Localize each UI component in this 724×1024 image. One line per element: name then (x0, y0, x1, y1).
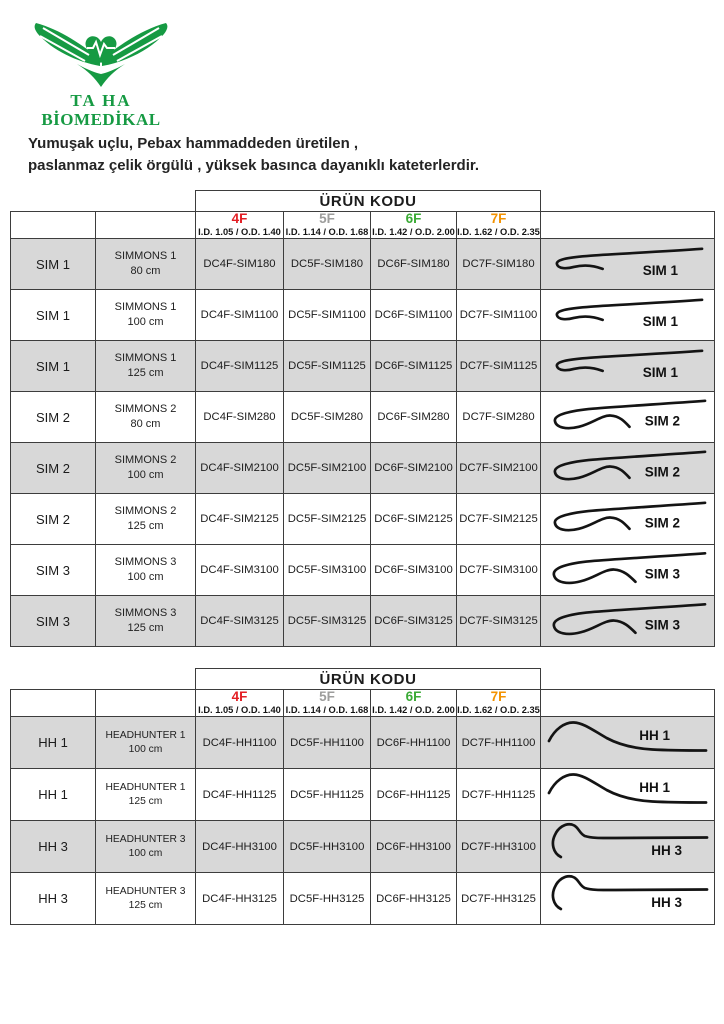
catheter-description (96, 392, 196, 443)
catheter-curve-icon (541, 769, 714, 820)
product-code-7f: DC7F-HH1100 (457, 717, 541, 769)
product-code-7f: DC7F-SIM3125 (457, 596, 541, 647)
product-code-6f: DC6F-HH1100 (371, 717, 457, 769)
table-title: ÜRÜN KODU (196, 669, 541, 690)
product-code-4f: DC4F-SIM280 (196, 392, 284, 443)
catheter-description (96, 717, 196, 769)
product-code-4f: DC4F-SIM1125 (196, 341, 284, 392)
catheter-name: SIMMONS 2 (114, 505, 177, 518)
catheter-shape-cell (541, 443, 715, 494)
catheter-family-code: HH 1 (11, 717, 96, 769)
size-6f-label: 6F (405, 211, 422, 227)
size-5f-spec: I.D. 1.14 / O.D. 1.68 (285, 227, 369, 238)
catheter-name: SIMMONS 2 (114, 403, 177, 416)
product-code-6f: DC6F-SIM1100 (371, 290, 457, 341)
size-4f-spec: I.D. 1.05 / O.D. 1.40 (198, 705, 281, 716)
catheter-shape-label: SIM 2 (644, 464, 681, 479)
catheter-description (96, 443, 196, 494)
catheter-length: 100 cm (127, 469, 164, 481)
size-5f-spec: I.D. 1.14 / O.D. 1.68 (285, 705, 369, 716)
catheter-name: HEADHUNTER 3 (105, 885, 186, 897)
catheter-shape-label: HH 1 (639, 780, 671, 795)
size-header-5f (284, 212, 371, 239)
product-code-6f: DC6F-SIM180 (371, 239, 457, 290)
catheter-length: 100 cm (127, 571, 164, 583)
product-code-6f: DC6F-SIM280 (371, 392, 457, 443)
table-title: ÜRÜN KODU (196, 191, 541, 212)
catheter-length: 100 cm (127, 316, 164, 328)
table-row (11, 392, 715, 443)
catheter-name: HEADHUNTER 3 (105, 833, 186, 845)
product-description (28, 133, 479, 177)
product-code-4f: DC4F-SIM2125 (196, 494, 284, 545)
table-row (11, 596, 715, 647)
description-line1: Yumuşak uçlu, Pebax hammaddeden üretilen , (28, 135, 359, 152)
catheter-description (96, 290, 196, 341)
catheter-description (96, 545, 196, 596)
catheter-family-code: SIM 1 (11, 341, 96, 392)
brand-name-line1: TA HA (70, 91, 132, 110)
catheter-shape-cell (541, 290, 715, 341)
empty-header-cell (11, 212, 96, 239)
catheter-description (96, 239, 196, 290)
size-4f-label: 4F (231, 211, 248, 227)
product-code-6f: DC6F-SIM3125 (371, 596, 457, 647)
catheter-family-code: SIM 3 (11, 596, 96, 647)
product-code-6f: DC6F-HH1125 (371, 769, 457, 821)
catheter-name: HEADHUNTER 1 (105, 729, 186, 741)
product-code-7f: DC7F-SIM2100 (457, 443, 541, 494)
description-line2: paslanmaz çelik örgülü , yüksek basınca dayanıklı kateterlerdir. (28, 157, 480, 174)
catheter-length: 80 cm (130, 265, 161, 277)
company-logo (26, 12, 176, 129)
catheter-name: HEADHUNTER 1 (105, 781, 186, 793)
size-header-4f (196, 690, 284, 717)
product-code-6f: DC6F-SIM3100 (371, 545, 457, 596)
catheter-description (96, 873, 196, 925)
size-header-7f (457, 212, 541, 239)
product-code-5f: DC5F-HH3100 (284, 821, 371, 873)
catheter-description (96, 596, 196, 647)
catheter-shape-label: HH 3 (651, 843, 683, 858)
table-title-row (11, 669, 715, 690)
product-code-5f: DC5F-HH1100 (284, 717, 371, 769)
catheter-length: 100 cm (128, 847, 163, 859)
product-code-4f: DC4F-HH3100 (196, 821, 284, 873)
size-7f-spec: I.D. 1.62 / O.D. 2.35 (457, 705, 540, 716)
product-code-4f: DC4F-SIM3100 (196, 545, 284, 596)
catheter-shape-cell (541, 494, 715, 545)
catheter-family-code: SIM 1 (11, 239, 96, 290)
catheter-name: SIMMONS 1 (114, 352, 177, 365)
size-6f-label: 6F (405, 689, 422, 705)
catheter-description (96, 341, 196, 392)
catheter-curve-icon (541, 873, 714, 924)
product-code-5f: DC5F-HH1125 (284, 769, 371, 821)
catheter-length: 80 cm (130, 418, 161, 430)
product-code-6f: DC6F-SIM2125 (371, 494, 457, 545)
catheter-name: SIMMONS 1 (114, 250, 177, 263)
product-code-6f: DC6F-HH3125 (371, 873, 457, 925)
catheter-family-code: SIM 1 (11, 290, 96, 341)
product-code-4f: DC4F-SIM3125 (196, 596, 284, 647)
catheter-length: 100 cm (128, 743, 163, 755)
product-code-5f: DC5F-SIM1100 (284, 290, 371, 341)
catheter-shape-cell (541, 545, 715, 596)
catheter-shape-label: SIM 1 (642, 314, 679, 329)
size-7f-label: 7F (490, 689, 507, 705)
catheter-description (96, 821, 196, 873)
catheter-curve-icon (541, 443, 714, 493)
product-code-7f: DC7F-SIM1100 (457, 290, 541, 341)
catheter-length: 125 cm (127, 622, 164, 634)
empty-header-cell (96, 690, 196, 717)
table-row (11, 717, 715, 769)
catheter-shape-cell (541, 821, 715, 873)
product-code-5f: DC5F-SIM280 (284, 392, 371, 443)
catheter-shape-label: SIM 3 (644, 617, 681, 632)
product-code-5f: DC5F-SIM3100 (284, 545, 371, 596)
size-5f-label: 5F (319, 211, 335, 227)
empty-header-cell (11, 690, 96, 717)
product-code-4f: DC4F-HH1125 (196, 769, 284, 821)
product-code-7f: DC7F-SIM2125 (457, 494, 541, 545)
product-code-5f: DC5F-HH3125 (284, 873, 371, 925)
catheter-length: 125 cm (128, 899, 163, 911)
product-code-4f: DC4F-SIM180 (196, 239, 284, 290)
table-row (11, 873, 715, 925)
size-7f-label: 7F (490, 211, 507, 227)
size-4f-spec: I.D. 1.05 / O.D. 1.40 (198, 227, 281, 238)
catheter-shape-cell (541, 769, 715, 821)
size-header-5f (284, 690, 371, 717)
catheter-family-code: SIM 2 (11, 392, 96, 443)
catheter-name: SIMMONS 2 (114, 454, 177, 467)
catheter-name: SIMMONS 1 (114, 301, 177, 314)
product-code-5f: DC5F-SIM2100 (284, 443, 371, 494)
catheter-shape-cell (541, 873, 715, 925)
table-row (11, 545, 715, 596)
catheter-curve-icon (541, 494, 714, 544)
product-code-5f: DC5F-SIM3125 (284, 596, 371, 647)
product-code-7f: DC7F-SIM3100 (457, 545, 541, 596)
size-4f-label: 4F (231, 689, 248, 705)
catheter-shape-label: SIM 1 (642, 263, 679, 278)
catheter-family-code: SIM 2 (11, 443, 96, 494)
size-header-7f (457, 690, 541, 717)
catheter-length: 125 cm (127, 367, 164, 379)
table-title-row (11, 191, 715, 212)
catheter-curve-icon (541, 341, 714, 391)
product-code-4f: DC4F-SIM2100 (196, 443, 284, 494)
product-code-7f: DC7F-HH3100 (457, 821, 541, 873)
size-header-6f (371, 690, 457, 717)
size-7f-spec: I.D. 1.62 / O.D. 2.35 (457, 227, 540, 238)
catheter-family-code: HH 1 (11, 769, 96, 821)
catheter-curve-icon (541, 717, 714, 768)
headhunter-table (10, 668, 715, 925)
product-code-6f: DC6F-HH3100 (371, 821, 457, 873)
product-code-5f: DC5F-SIM180 (284, 239, 371, 290)
catheter-shape-label: SIM 1 (642, 365, 679, 380)
product-code-7f: DC7F-SIM180 (457, 239, 541, 290)
brand-name-line2: BİOMEDİKAL (41, 109, 161, 129)
table-row (11, 769, 715, 821)
size-header-4f (196, 212, 284, 239)
catheter-family-code: SIM 3 (11, 545, 96, 596)
catheter-shape-cell (541, 239, 715, 290)
size-5f-label: 5F (319, 689, 335, 705)
table-row (11, 821, 715, 873)
size-6f-spec: I.D. 1.42 / O.D. 2.00 (372, 705, 455, 716)
catheter-shape-label: SIM 2 (644, 413, 681, 428)
catheter-shape-label: HH 3 (651, 895, 683, 910)
catheter-family-code: SIM 2 (11, 494, 96, 545)
catheter-description (96, 769, 196, 821)
catheter-shape-cell (541, 596, 715, 647)
catheter-shape-label: SIM 2 (644, 515, 681, 530)
size-header-row (11, 690, 715, 717)
size-header-6f (371, 212, 457, 239)
product-code-4f: DC4F-SIM1100 (196, 290, 284, 341)
table-row (11, 443, 715, 494)
product-code-7f: DC7F-SIM280 (457, 392, 541, 443)
catheter-curve-icon (541, 545, 714, 595)
size-6f-spec: I.D. 1.42 / O.D. 2.00 (372, 227, 455, 238)
product-code-6f: DC6F-SIM2100 (371, 443, 457, 494)
product-code-7f: DC7F-SIM1125 (457, 341, 541, 392)
catheter-family-code: HH 3 (11, 821, 96, 873)
product-code-4f: DC4F-HH1100 (196, 717, 284, 769)
product-code-7f: DC7F-HH3125 (457, 873, 541, 925)
winged-heart-logo-icon (27, 12, 175, 92)
catheter-shape-cell (541, 392, 715, 443)
catheter-shape-label: SIM 3 (644, 566, 681, 581)
catheter-curve-icon (541, 392, 714, 442)
catheter-family-code: HH 3 (11, 873, 96, 925)
empty-header-cell (96, 212, 196, 239)
catheter-name: SIMMONS 3 (114, 607, 177, 620)
catheter-curve-icon (541, 290, 714, 340)
catheter-length: 125 cm (128, 795, 163, 807)
catheter-description (96, 494, 196, 545)
product-code-6f: DC6F-SIM1125 (371, 341, 457, 392)
table-row (11, 290, 715, 341)
product-code-4f: DC4F-HH3125 (196, 873, 284, 925)
size-header-row (11, 212, 715, 239)
empty-header-cell (541, 212, 715, 239)
catheter-shape-label: HH 1 (639, 728, 671, 743)
simmons-table (10, 190, 715, 647)
table-row (11, 239, 715, 290)
catheter-length: 125 cm (127, 520, 164, 532)
catheter-shape-cell (541, 717, 715, 769)
product-code-5f: DC5F-SIM2125 (284, 494, 371, 545)
product-code-5f: DC5F-SIM1125 (284, 341, 371, 392)
catheter-curve-icon (541, 821, 714, 872)
table-row (11, 341, 715, 392)
catheter-name: SIMMONS 3 (114, 556, 177, 569)
product-code-7f: DC7F-HH1125 (457, 769, 541, 821)
catheter-curve-icon (541, 596, 714, 646)
catheter-shape-cell (541, 341, 715, 392)
empty-header-cell (541, 690, 715, 717)
catheter-curve-icon (541, 239, 714, 289)
table-row (11, 494, 715, 545)
